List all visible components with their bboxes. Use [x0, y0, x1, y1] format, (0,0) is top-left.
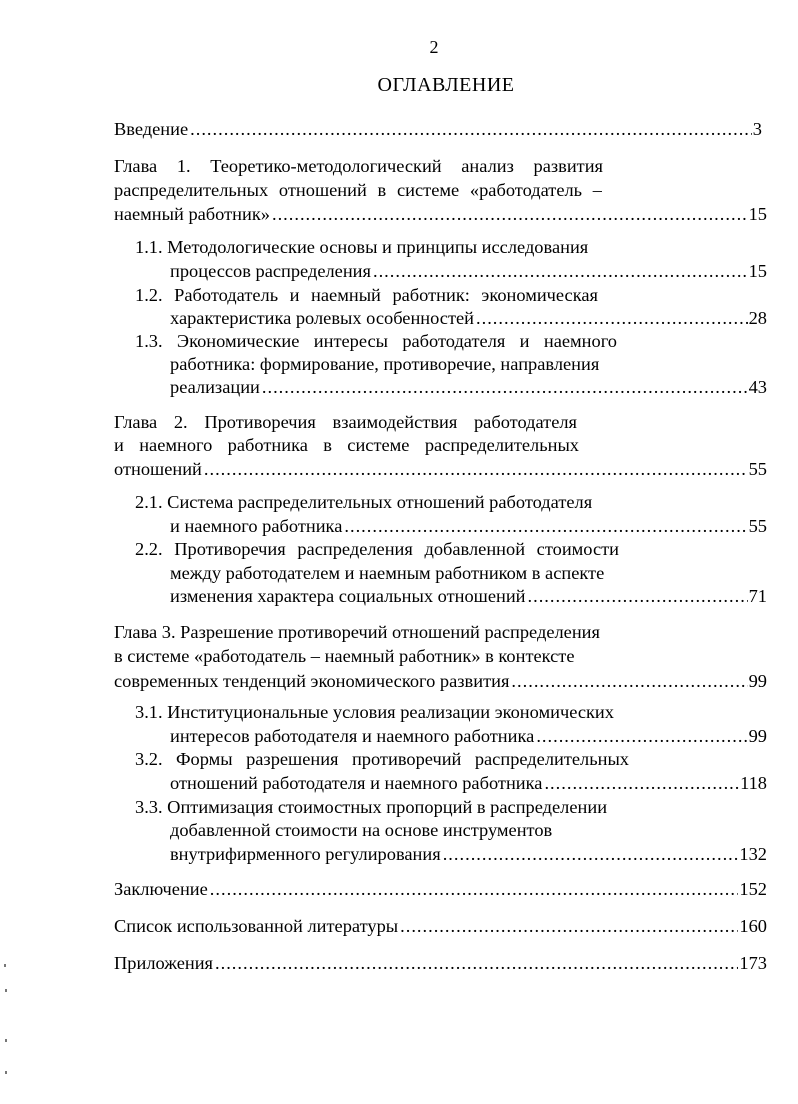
page-ref: 99	[748, 726, 767, 746]
page-ref: 71	[748, 586, 767, 606]
scan-mark	[5, 1071, 7, 1074]
page-ref: 55	[748, 516, 767, 536]
page-ref: 99	[748, 671, 767, 691]
page-ref: 15	[748, 261, 767, 281]
table-of-contents: Введение ..... 3 Глава 1. Теоретико-методологический анализ развития распределительных отношений в системе «работодатель – наемный работник» ..... 15 1.1. Методологические основы и принципы исследования процессов распределения ..... 15 1.2. Работодатель и наемный работник: экономическая характеристика ролевых особенностей ..... 28 1.3. Экономические интересы работодателя и наемного работника: формирование, противоречие, направления реализации ..... 43 Глава 2. Противоречия взаимодействия работодателя и наемного работника в системе распределительных отношений ..... 55 2.1. Система распределительных отношений работодателя и наемного работника ..... 55 2.2. Противоречия распределения добавленной стоимости между работодателем и наемным работником в аспекте изменения характера социальных отношений ..... 71 Глава 3. Разрешение противоречий отношений распределения в системе «работодатель – наемный работник» в контексте современных тенденций экономического развития ..... 99 3.1. Институциональные условия реализации экономических интересов работодателя и наемного работника ..... 99 3.2. Формы разрешения противоречий распределительных отношений работодателя и наемного работника ..... 118 3.3. Оптимизация стоимостных пропорций в распределении добавленной стоимости на основе инструментов внутрифирменного регулирования ..... 132 Заключение ..... 152 Список использованной литературы ..... 160 Приложения ..... 173	[0, 0, 798, 1104]
page-ref: 132	[739, 844, 767, 864]
page-ref: 55	[748, 459, 767, 479]
page-title: ОГЛАВЛЕНИЕ	[377, 74, 515, 96]
page-ref: 118	[740, 773, 767, 793]
toc-entry-appendices[interactable]: Приложения ..... 173	[114, 952, 767, 975]
toc-entry-references[interactable]: Список использованной литературы ..... 160	[114, 915, 767, 938]
scan-mark	[5, 989, 7, 992]
page-ref: 160	[739, 916, 767, 936]
scan-mark	[5, 1039, 7, 1042]
toc-entry-introduction[interactable]: Введение ..... 3	[114, 118, 762, 141]
page-ref: 152	[739, 879, 767, 899]
page-ref: 3	[752, 119, 762, 139]
page-ref: 173	[739, 953, 767, 973]
scan-mark	[4, 964, 6, 967]
page-number: 2	[429, 37, 439, 57]
page-ref: 43	[748, 377, 767, 397]
page-ref: 28	[748, 308, 767, 328]
toc-entry-conclusion[interactable]: Заключение ..... 152	[114, 878, 767, 901]
page-ref: 15	[748, 204, 767, 224]
